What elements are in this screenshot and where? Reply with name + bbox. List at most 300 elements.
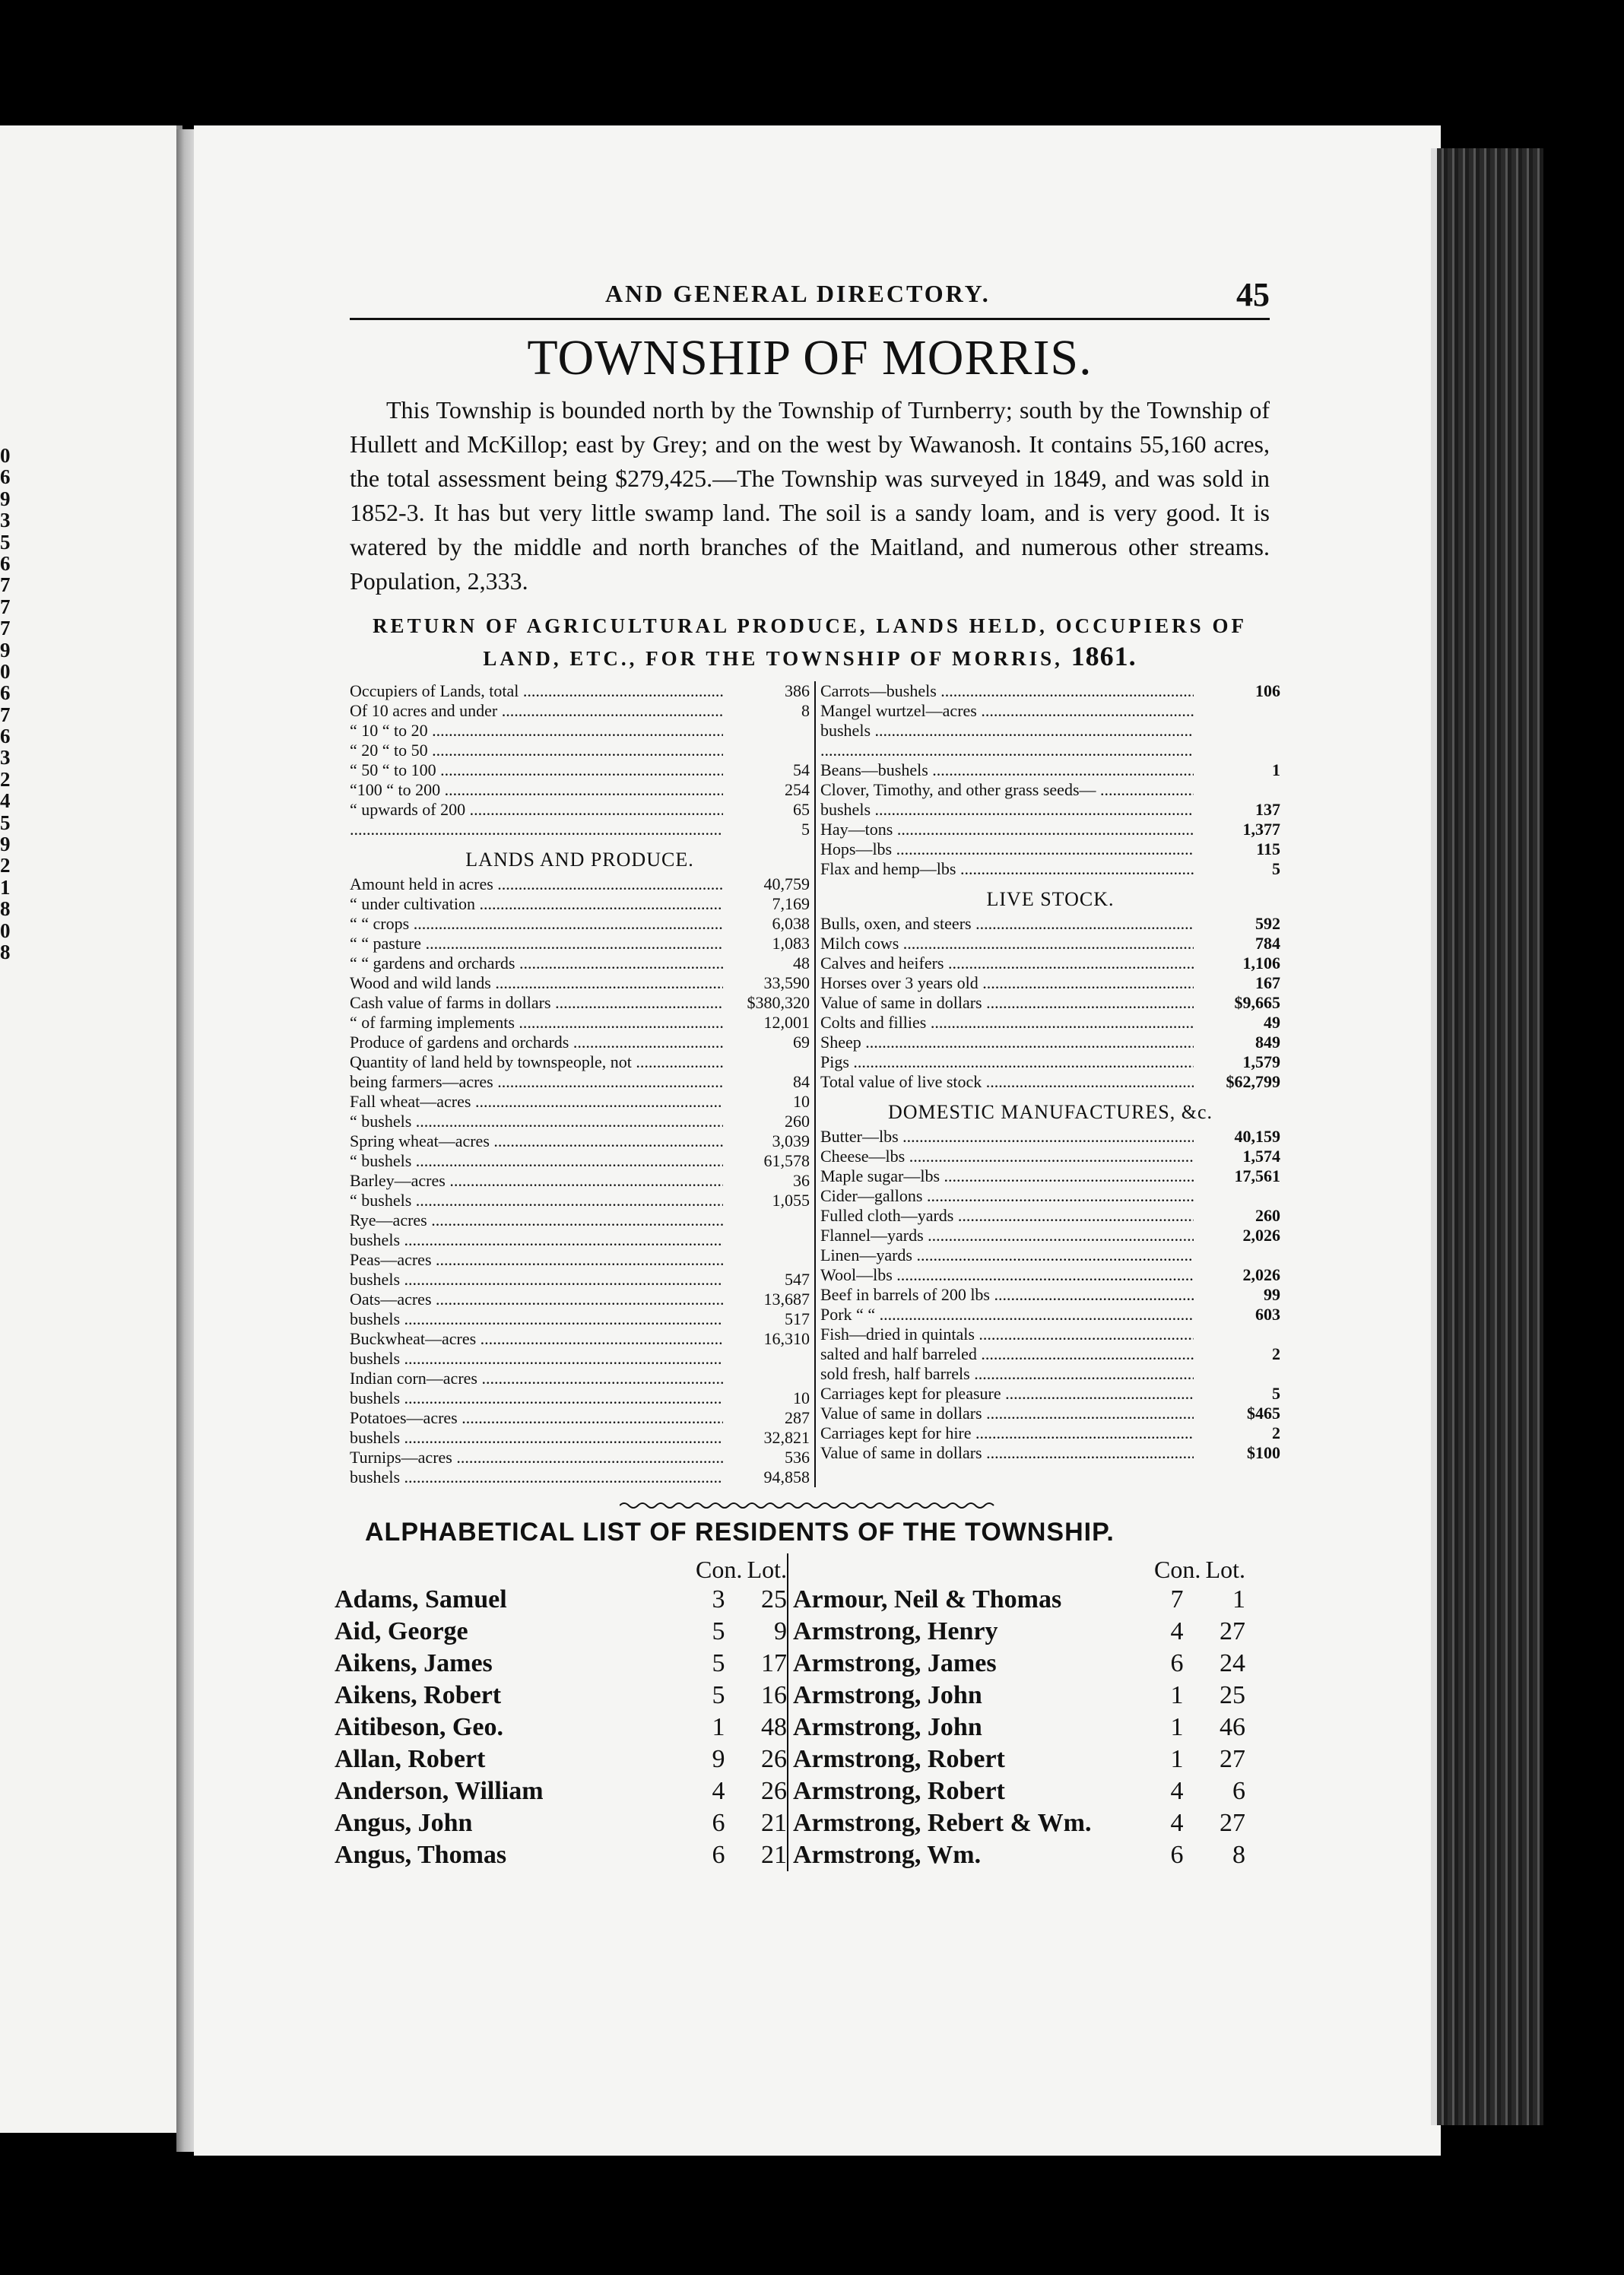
resident-name: Angus, John [335,1809,473,1837]
stat-label: Beans—bushels ..... [820,760,1194,780]
statistics-left-column [350,681,816,1487]
lot-header: Lot. [747,1556,787,1583]
stat-row [350,1250,810,1270]
stat-value: 84 [793,1072,810,1091]
stat-label: “ bushels ..... [350,1151,723,1171]
resident-con: 6 [712,1809,725,1837]
resident-lot: 17 [761,1649,787,1677]
stat-row [820,934,1280,953]
stat-value: 12,001 [763,1013,810,1032]
resident-con: 1 [1170,1713,1184,1741]
stat-label: “ of farming implements ..... [350,1013,723,1033]
left-margin-digit: 5 [0,811,11,834]
stat-value: 40,159 [1234,1127,1280,1146]
stat-row [820,914,1280,934]
stat-value: $62,799 [1226,1072,1280,1091]
stat-row [350,780,810,800]
stat-row [820,1443,1280,1463]
left-margin-digit: 8 [0,897,11,921]
stat-value: 61,578 [763,1151,810,1170]
stat-value: 547 [785,1270,810,1289]
stat-label: Pork “ “ ..... [820,1305,1194,1325]
stat-label: Wood and wild lands ..... [350,973,723,993]
stat-row [820,1325,1280,1344]
residents-left-header [335,1553,787,1584]
left-margin-digit: 9 [0,487,11,510]
stat-value: 65 [793,800,810,819]
stat-value: 167 [1255,973,1280,992]
resident-lot: 21 [761,1809,787,1837]
stat-row [350,1092,810,1112]
resident-row [335,1807,787,1839]
stat-label: “ “ crops ..... [350,914,723,934]
stat-row [820,1033,1280,1052]
stat-row [820,1404,1280,1423]
stat-label: Colts and fillies ..... [820,1013,1194,1033]
stat-value: 7,169 [772,894,810,913]
resident-name: Armstrong, Wm. [793,1841,982,1869]
resident-name: Allan, Robert [335,1745,486,1773]
stat-label: “ under cultivation ..... [350,894,723,914]
stat-row [820,1186,1280,1206]
stat-label: Amount held in acres ..... [350,874,723,894]
stat-label: “ bushels ..... [350,1112,723,1131]
stat-label: bushels ..... [350,1428,723,1448]
resident-row [335,1839,787,1871]
resident-con: 4 [1170,1777,1184,1805]
resident-lot: 48 [761,1713,787,1741]
stat-row [820,993,1280,1013]
stat-label: “ 50 “ to 100 ..... [350,760,723,780]
stat-row [350,1191,810,1210]
stat-row [350,1052,810,1072]
stat-label: “ bushels ..... [350,1191,723,1210]
con-header: Con. [1154,1556,1201,1583]
ornamental-divider [620,1501,1000,1510]
left-margin-digit: 6 [0,681,11,705]
stat-value: 2 [1272,1423,1280,1442]
resident-name: Armstrong, John [793,1713,982,1741]
stat-label: Fish—dried in quintals ..... [820,1325,1194,1344]
stat-row [350,1329,810,1349]
book-edge [1437,148,1543,2125]
stat-value: 137 [1255,800,1280,819]
stat-label: Cash value of farms in dollars ..... [350,993,723,1013]
resident-con: 1 [1170,1745,1184,1773]
resident-con: 1 [1170,1681,1184,1709]
stat-value: 254 [785,780,810,799]
resident-con: 4 [1170,1809,1184,1837]
resident-lot: 21 [761,1841,787,1869]
stat-label: Quantity of land held by townspeople, not ..... [350,1052,723,1072]
resident-con: 5 [712,1681,725,1709]
stat-label: Beef in barrels of 200 lbs ..... [820,1285,1194,1305]
stat-label: Value of same in dollars ..... [820,1443,1194,1463]
resident-lot: 1 [1232,1585,1245,1613]
resident-name: Armstrong, Henry [793,1617,998,1645]
stat-row [350,1369,810,1388]
statistics-tables [350,681,1280,1487]
stat-label: being farmers—acres ..... [350,1072,723,1092]
residents-title: ALPHABETICAL LIST OF RESIDENTS OF THE TOWNSHIP. [365,1518,1115,1547]
residents-right-column [788,1553,1245,1871]
stat-row [820,741,1280,760]
stat-value: 94,858 [763,1467,810,1487]
stat-value: $100 [1247,1443,1280,1462]
stat-label: Peas—acres ..... [350,1250,723,1270]
stat-value [1194,780,1280,800]
stat-value [723,1369,810,1388]
stat-value [723,1052,810,1072]
resident-row [793,1648,1245,1680]
resident-name: Anderson, William [335,1777,544,1805]
left-margin-digit: 1 [0,875,11,899]
stat-row [350,1309,810,1329]
stat-value: $9,665 [1234,993,1280,1012]
stat-row [350,760,810,780]
resident-con: 7 [1170,1585,1184,1613]
stat-row [820,1072,1280,1092]
resident-lot: 25 [1220,1681,1245,1709]
resident-con: 1 [712,1713,725,1741]
stat-value: 1 [1272,760,1280,779]
stat-value [1194,1245,1280,1265]
stat-value [723,1210,810,1230]
stat-value [1194,701,1280,721]
stat-label [350,820,723,839]
stat-row [350,894,810,914]
stat-value: 48 [793,953,810,973]
resident-con: 4 [1170,1617,1184,1645]
domestic-heading: DOMESTIC MANUFACTURES, &c. [887,1101,1213,1123]
stat-row [820,1423,1280,1443]
page-content [335,274,1280,1871]
stat-row [350,1290,810,1309]
stat-value: 32,821 [763,1428,810,1447]
resident-name: Aid, George [335,1617,468,1645]
stat-row [350,993,810,1013]
stat-value: 536 [785,1448,810,1467]
stat-row [350,934,810,953]
stat-label: Carrots—bushels ..... [820,681,1194,701]
stat-value [1194,1186,1280,1206]
stat-row [350,1112,810,1131]
stat-label: Rye—acres ..... [350,1210,723,1230]
stat-row [350,1151,810,1171]
stat-value: 517 [785,1309,810,1328]
stat-row [820,1245,1280,1265]
stat-row [820,859,1280,879]
stat-value: 6,038 [772,914,810,933]
stat-value [723,1230,810,1250]
stat-value: 784 [1255,934,1280,953]
resident-name: Armstrong, James [793,1649,997,1677]
return-year: 1861. [1071,641,1137,671]
stat-row [820,780,1280,800]
resident-lot: 27 [1220,1745,1245,1773]
stat-row [820,1384,1280,1404]
resident-con: 5 [712,1649,725,1677]
left-margin-digit: 6 [0,465,11,489]
resident-name: Angus, Thomas [335,1841,507,1869]
stat-label: Butter—lbs ..... [820,1127,1194,1147]
stat-row [350,1033,810,1052]
stat-row [820,1305,1280,1325]
stat-row [350,681,810,701]
stat-value: 10 [793,1092,810,1111]
stat-value: 603 [1255,1305,1280,1324]
left-margin-digit: 3 [0,746,11,769]
return-title-text: RETURN OF AGRICULTURAL PRODUCE, LANDS HELD, OCCUPIERS OF LAND, ETC., FOR THE TOWNSHIP OF MORRIS, [373,614,1247,670]
stat-label: Indian corn—acres ..... [350,1369,723,1388]
stat-value: 1,106 [1242,953,1280,973]
resident-row [335,1648,787,1680]
resident-lot: 27 [1220,1809,1245,1837]
stat-label: Mangel wurtzel—acres ..... [820,701,1194,721]
stat-label: Maple sugar—lbs ..... [820,1166,1194,1186]
domestic-table [820,1127,1280,1463]
resident-name: Aitibeson, Geo. [335,1713,503,1741]
stat-row [820,681,1280,701]
resident-row [335,1744,787,1775]
stat-row [820,1147,1280,1166]
stat-value: 69 [793,1033,810,1052]
intro-paragraph: This Township is bounded north by the Township of Turnberry; south by the Township of Hullett and McKillop; east by Grey; and on the west by Wawanosh. It contains 55,160 acres, the total assessment being $279,425.—The Township was surveyed in 1849, and was sold in 1852-3. It has but very little swamp land. The soil is a sandy loam, and is very good. It is watered by the middle and north branches of the Maitland, and numerous other streams. Population, 2,333. [350,396,1270,595]
left-margin-digit: 7 [0,595,11,618]
stat-label: bushels ..... [820,800,1194,820]
stat-value: 1,083 [772,934,810,953]
resident-name: Armstrong, Robert [793,1745,1005,1773]
lot-header: Lot. [1205,1556,1245,1583]
live-stock-heading: LIVE STOCK. [986,888,1115,910]
stat-row [820,1013,1280,1033]
stat-label: Clover, Timothy, and other grass seeds— ..... [820,780,1194,800]
resident-row [793,1616,1245,1648]
stat-value [723,1349,810,1369]
resident-name: Armstrong, Robert [793,1777,1005,1805]
resident-name: Aikens, Robert [335,1681,502,1709]
live-stock-table [820,914,1280,1092]
stat-label: Bulls, oxen, and steers ..... [820,914,1194,934]
stat-label: Flannel—yards ..... [820,1226,1194,1245]
resident-row [793,1712,1245,1744]
stat-row [820,820,1280,839]
stat-label: “ “ gardens and orchards ..... [350,953,723,973]
left-margin-digit: 6 [0,725,11,748]
stat-label: salted and half barreled ..... [820,1344,1194,1364]
stat-value: 115 [1256,839,1280,858]
stat-row [350,1448,810,1467]
stat-value: 5 [1272,859,1280,878]
stat-row [820,1285,1280,1305]
stat-value: 2 [1272,1344,1280,1363]
left-margin-digit: 2 [0,854,11,877]
stat-row [820,1052,1280,1072]
stat-value: 2,026 [1242,1226,1280,1245]
stat-value [723,1250,810,1270]
resident-row [335,1680,787,1712]
return-title [350,611,1270,674]
running-title: AND GENERAL DIRECTORY. [605,280,991,307]
resident-lot: 26 [761,1745,787,1773]
stat-row [350,1013,810,1033]
stat-label: Spring wheat—acres ..... [350,1131,723,1151]
stat-label: Value of same in dollars ..... [820,993,1194,1013]
resident-name: Armstrong, Rebert & Wm. [793,1809,1092,1837]
stat-label [820,741,1194,760]
resident-name: Aikens, James [335,1649,493,1677]
resident-con: 6 [712,1841,725,1869]
resident-row [335,1775,787,1807]
stat-row [820,1166,1280,1186]
stat-label: Carriages kept for pleasure ..... [820,1384,1194,1404]
stat-value: 1,377 [1242,820,1280,839]
stat-row [350,1388,810,1408]
stat-label: Fall wheat—acres ..... [350,1092,723,1112]
stat-value [1194,1364,1280,1384]
stat-row [350,1171,810,1191]
stat-label: bushels ..... [820,721,1194,741]
left-margin-digits [0,445,23,963]
left-margin-digit: 9 [0,638,11,662]
resident-lot: 16 [761,1681,787,1709]
con-header: Con. [696,1556,743,1583]
stat-row [820,839,1280,859]
stat-row [350,721,810,741]
lands-table [350,874,810,1487]
resident-name: Armour, Neil & Thomas [793,1585,1062,1613]
resident-lot: 26 [761,1777,787,1805]
stat-row [350,1349,810,1369]
resident-lot: 46 [1220,1713,1245,1741]
stat-row [350,953,810,973]
stat-row [820,1344,1280,1364]
stat-label: Total value of live stock ..... [820,1072,1194,1092]
stat-value: 49 [1264,1013,1280,1032]
resident-con: 5 [712,1617,725,1645]
residents-list [335,1553,1270,1871]
stat-label: Wool—lbs ..... [820,1265,1194,1285]
stat-row [820,721,1280,741]
resident-con: 3 [712,1585,725,1613]
resident-row [793,1584,1245,1616]
resident-con: 9 [712,1745,725,1773]
stat-row [350,1230,810,1250]
resident-name: Armstrong, John [793,1681,982,1709]
stat-label: Horses over 3 years old ..... [820,973,1194,993]
stat-label: Calves and heifers ..... [820,953,1194,973]
stat-value: 2,026 [1242,1265,1280,1284]
stat-label: bushels ..... [350,1230,723,1250]
occupiers-table [350,681,810,839]
stat-label: Buckwheat—acres ..... [350,1329,723,1349]
stat-value: 17,561 [1234,1166,1280,1185]
stat-row [820,701,1280,721]
stat-label: “ 10 “ to 20 ..... [350,721,723,741]
left-margin-digit: 4 [0,789,11,813]
stat-value [723,741,810,760]
stat-row [820,1364,1280,1384]
stat-row [350,1072,810,1092]
stat-label: Fulled cloth—yards ..... [820,1206,1194,1226]
stat-value: 1,579 [1242,1052,1280,1071]
statistics-right-column [816,681,1280,1487]
left-margin-digit: 5 [0,530,11,554]
stat-value: 54 [793,760,810,779]
resident-row [793,1744,1245,1775]
stat-row [350,1270,810,1290]
resident-row [335,1712,787,1744]
stat-label: Turnips—acres ..... [350,1448,723,1467]
stat-value: $465 [1247,1404,1280,1423]
stat-row [820,953,1280,973]
running-header [350,274,1270,316]
resident-lot: 25 [761,1585,787,1613]
stat-value: 16,310 [763,1329,810,1348]
stat-value: $380,320 [747,993,810,1012]
left-margin-digit: 2 [0,767,11,791]
stat-label: Flax and hemp—lbs ..... [820,859,1194,879]
lands-heading: LANDS AND PRODUCE. [465,849,694,871]
residents-left-column [335,1553,788,1871]
stat-value: 10 [793,1388,810,1407]
stat-value: 8 [801,701,810,720]
stat-label: sold fresh, half barrels ..... [820,1364,1194,1384]
stat-value: 13,687 [763,1290,810,1309]
stat-value: 260 [1255,1206,1280,1225]
stat-row [350,914,810,934]
stat-value: 99 [1264,1285,1280,1304]
stat-row [350,800,810,820]
stat-row [350,874,810,894]
stat-row [350,1428,810,1448]
stat-label: Cider—gallons ..... [820,1186,1194,1206]
stat-row [820,1265,1280,1285]
stat-label: Milch cows ..... [820,934,1194,953]
stat-label: bushels ..... [350,1270,723,1290]
stat-label: Produce of gardens and orchards ..... [350,1033,723,1052]
stat-label: “ 20 “ to 50 ..... [350,741,723,760]
page-title: TOWNSHIP OF MORRIS. [527,330,1093,386]
resident-row [793,1680,1245,1712]
resident-con: 6 [1170,1649,1184,1677]
left-margin-digit: 6 [0,551,11,575]
stat-row [350,741,810,760]
stat-value: 1,574 [1242,1147,1280,1166]
resident-row [793,1839,1245,1871]
stat-value [723,721,810,741]
stat-label: Sheep ..... [820,1033,1194,1052]
stat-value [1194,1325,1280,1344]
stat-value: 260 [785,1112,810,1131]
left-margin-digit: 0 [0,919,11,942]
stat-label: Pigs ..... [820,1052,1194,1072]
resident-lot: 8 [1232,1841,1245,1869]
resident-lot: 24 [1220,1649,1245,1677]
stat-value: 849 [1255,1033,1280,1052]
stat-row [350,1408,810,1428]
stat-value: 33,590 [763,973,810,992]
stat-label: “ “ pasture ..... [350,934,723,953]
stat-row [350,1131,810,1151]
stat-label: Hops—lbs ..... [820,839,1194,859]
left-margin-digit: 7 [0,573,11,597]
stat-label: Occupiers of Lands, total ..... [350,681,723,701]
stat-value: 592 [1255,914,1280,933]
left-page [0,125,182,2133]
resident-name: Adams, Samuel [335,1585,507,1613]
stat-row [820,760,1280,780]
